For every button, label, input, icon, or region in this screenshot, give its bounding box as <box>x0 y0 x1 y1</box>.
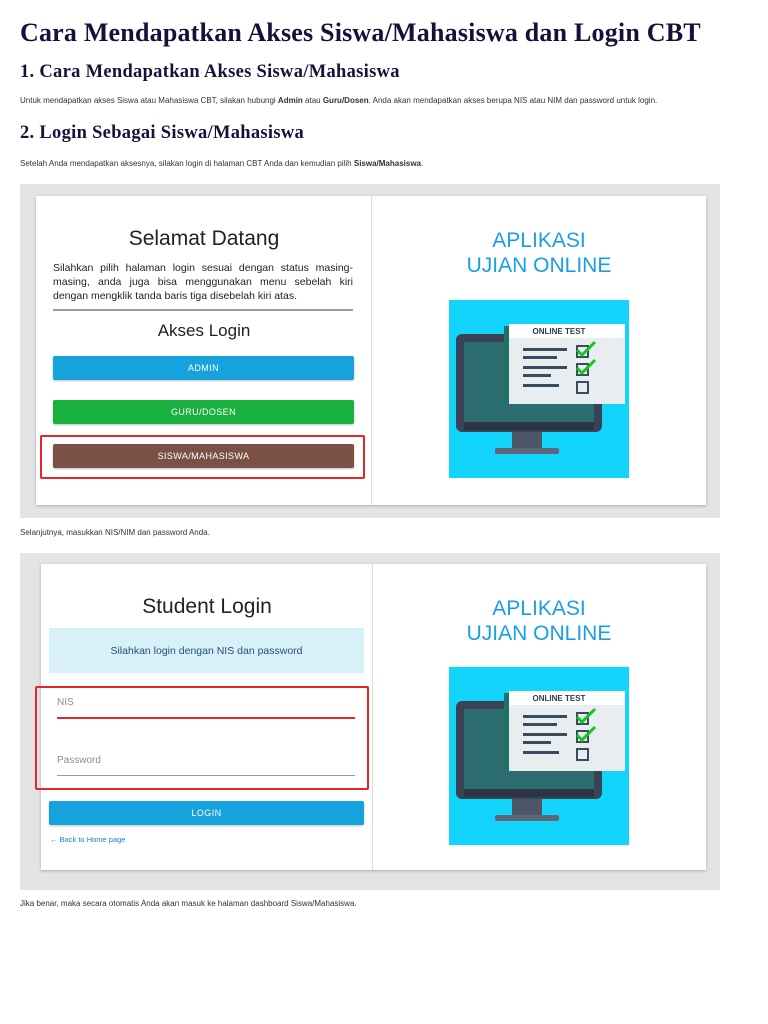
student-login-card <box>41 564 706 870</box>
monitor-checklist-icon <box>449 667 629 845</box>
admin-button[interactable]: ADMIN <box>53 356 354 380</box>
online-test-illustration-2 <box>449 667 629 845</box>
login-button[interactable]: LOGIN <box>49 801 364 825</box>
welcome-intro: Silahkan pilih halaman login sesuai dengan status masing-masing, anda juga bisa menggunakan menu sebelah kiri dengan mengklik tanda baris tiga disebelah kiri atas. <box>53 262 353 302</box>
student-login-title: Student Login <box>142 595 272 618</box>
password-input[interactable]: Password <box>57 755 101 766</box>
section-2-heading: 2. Login Sebagai Siswa/Mahasiswa <box>20 123 305 143</box>
intro-rule <box>53 309 353 311</box>
siswa-highlight-box <box>40 435 365 479</box>
after-first-screenshot-text: Selanjutnya, masukkan NIS/NIM dan password Anda. <box>20 528 210 537</box>
nis-input[interactable]: NIS <box>57 697 74 708</box>
section-1-heading: 1. Cara Mendapatkan Akses Siswa/Mahasiswa <box>20 62 400 82</box>
welcome-title: Selamat Datang <box>128 227 280 250</box>
siswa-button[interactable]: SISWA/MAHASISWA <box>53 444 354 468</box>
page-title: Cara Mendapatkan Akses Siswa/Mahasiswa dan Login CBT <box>20 18 701 47</box>
akses-login-title: Akses Login <box>157 321 251 340</box>
monitor-checklist-icon <box>449 300 629 478</box>
credentials-highlight-box <box>35 686 369 790</box>
section-2-text: Setelah Anda mendapatkan aksesnya, silakan login di halaman CBT Anda dan kemudian pilih Siswa/Mahasiswa. <box>20 159 424 168</box>
brand-line-2: UJIAN ONLINE <box>466 622 612 645</box>
illustration-label: ONLINE TEST <box>532 694 586 703</box>
back-to-home-link[interactable]: ← Back to Home page <box>50 835 126 844</box>
login-info-alert: Silahkan login dengan NIS dan password <box>49 628 364 673</box>
screenshot-student-login <box>20 553 720 890</box>
brand-text-2 <box>439 596 639 646</box>
after-second-screenshot-text: Jika benar, maka secara otomatis Anda akan masuk ke halaman dashboard Siswa/Mahasiswa. <box>20 899 357 908</box>
login-choice-card <box>36 196 706 505</box>
guru-button[interactable]: GURU/DOSEN <box>53 400 354 424</box>
brand-text <box>439 228 639 278</box>
brand-line-2: UJIAN ONLINE <box>466 254 612 277</box>
illustration-label: ONLINE TEST <box>532 327 586 336</box>
arrow-left-icon: ← <box>50 835 58 844</box>
screenshot-access-login <box>20 184 720 518</box>
section-1-text: Untuk mendapatkan akses Siswa atau Mahasiswa CBT, silakan hubungi Admin atau Guru/Dosen. Anda akan mendapatkan akses berupa NIS atau NIM dan password untuk login. <box>20 96 658 105</box>
brand-line-1: APLIKASI <box>492 229 586 252</box>
online-test-illustration <box>449 300 629 478</box>
brand-line-1: APLIKASI <box>492 597 586 620</box>
